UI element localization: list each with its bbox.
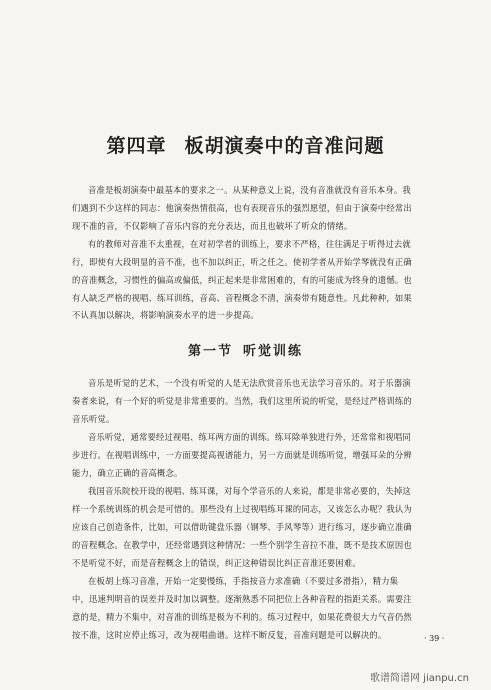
body-line: 意的是，精力不集中，对音准的训练是极为不利的。练习过程中，如果花费很大力气音仍然 (72, 612, 412, 622)
intro-line: 音准是板胡演奏中最基本的要求之一。从某种意义上说，没有音准就没有音乐本身。我 (88, 185, 411, 195)
body-line: 我国音乐院校开设的视唱、练耳课，对每个学音乐的人来说，都是非常必要的，失掉这 (88, 486, 411, 496)
intro-line: 们遇到不少这样的同志：他演奏热情很高，也有表现音乐的强烈愿望，但由于演奏中经常出 (72, 203, 412, 213)
body-line: 在板胡上练习音准，开始一定要慢练，手指按音力求准确（不要过多滑指），精力集 (88, 576, 399, 586)
body-line: 中，迅速判明音的误差并及时加以调整。逐渐熟悉不同把位上各种音程的指距关系。需要注 (72, 594, 412, 604)
watermark: 歌谱简谱网 jianpu.cn (370, 673, 469, 684)
body-line: 不是听觉不好，而是音程概念上的错误，纠正这种错误比纠正音准还要困难。 (72, 558, 361, 568)
section-name: 听觉训练 (243, 344, 304, 359)
page-number: · 39 · (424, 634, 445, 643)
body-line: 能力，确立正确的音高概念。 (72, 468, 183, 478)
section-title (0, 340, 491, 359)
body-line: 步进行。在视唱训练中，一方面要提高视谱能力，另一方面就是训练听觉，增强耳朵的分辨 (72, 450, 412, 460)
body-line: 奏者来说，有一个好的听觉是非常重要的。当然，我们这里所说的听觉，是经过严格训练的 (72, 396, 412, 406)
body-line: 样一个系统训练的机会是可惜的。那些没有上过视唱练耳课的同志，又该怎么办呢？我认为 (72, 504, 412, 514)
body-line: 按不准，这时应停止练习，改为视唱曲谱。这样不断反复，音准问题是可以解决的。 (72, 630, 387, 640)
body-line: 音乐听觉。 (72, 414, 115, 424)
section-number: 第一节 (187, 344, 233, 359)
intro-line: 不认真加以解决，将影响演奏水平的进一步提高。 (72, 310, 259, 320)
chapter-name: 板胡演奏中的音准问题 (184, 135, 385, 157)
chapter-number: 第四章 (106, 135, 167, 157)
intro-line: 现不准的音，不仅影响了音乐内容的充分表达，而且也破坏了听众的情绪。 (72, 221, 353, 231)
body-line: 的音程概念。在教学中，还经常遇到这种情况：一些个别学生音拉不准，既不是技术原因也 (72, 540, 412, 550)
intro-line: 有人缺乏严格的视唱、练耳训练，音高、音程概念不清，演奏带有随意性。凡此种种，如果 (72, 293, 412, 303)
body-line: 音乐听觉，通常要经过视唱、练耳两方面的训练。练耳除单独进行外，还常常和视唱同 (88, 432, 411, 442)
intro-line: 有的教师对音准不太重视，在对初学者的训练上，要求不严格，往往满足于听得过去就 (88, 239, 411, 249)
body-line: 应该自己创造条件，比如，可以借助键盘乐器（钢琴、手风琴等）进行练习，逐步确立准确 (72, 522, 412, 532)
chapter-title (0, 131, 491, 158)
body-line: 音乐是听觉的艺术，一个没有听觉的人是无法欣赏音乐也无法学习音乐的。对于乐器演 (88, 378, 411, 388)
intro-line: 的音准概念，习惯性的偏高或偏低，纠正起来是非常困难的，有的可能成为终身的遗憾。也 (72, 275, 412, 285)
intro-line: 行，即使有大段明显的音不准，也不加以纠正，听之任之。使初学者从开始学琴就没有正确 (72, 257, 412, 267)
